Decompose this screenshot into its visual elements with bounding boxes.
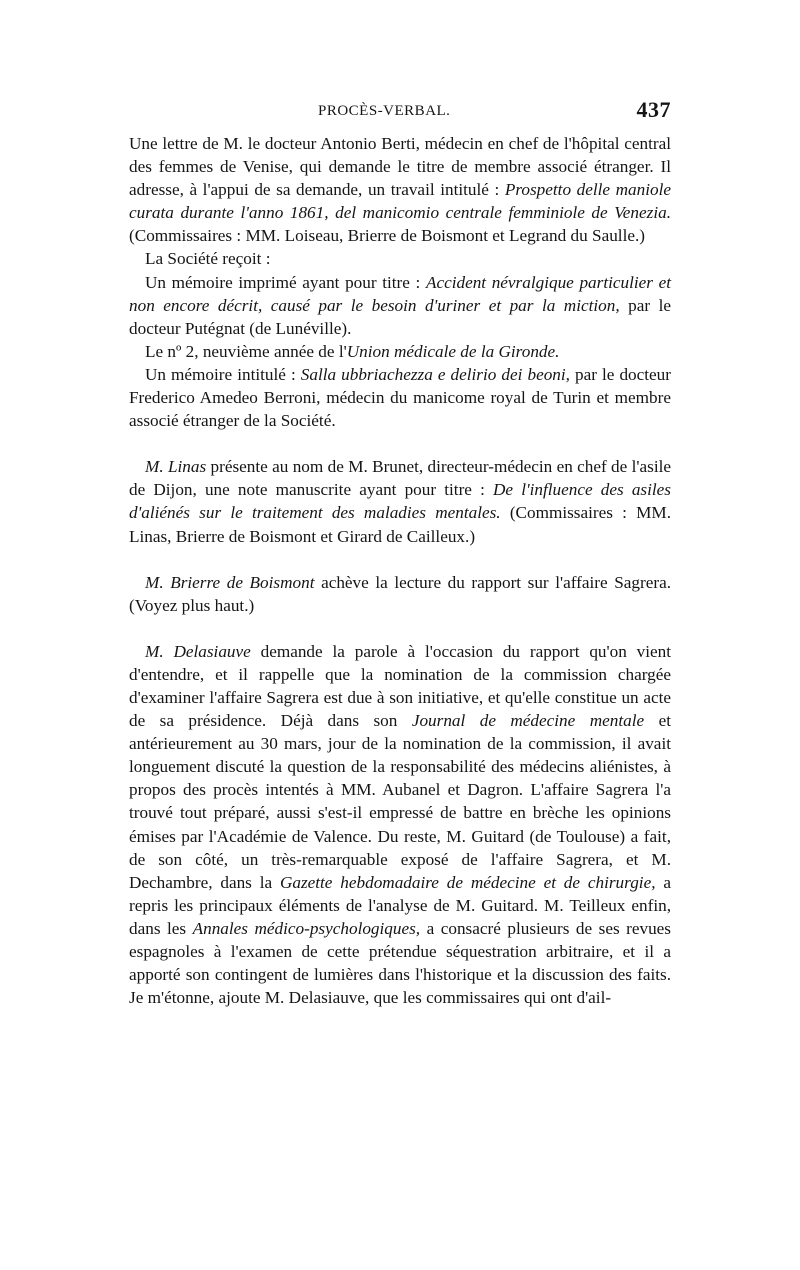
running-title: PROCÈS-VERBAL. [318,103,451,119]
speaker-name: M. Delasiauve [145,641,251,661]
paragraph-societe-recoit [129,247,671,270]
text-run: Un mémoire imprimé ayant pour titre : [145,272,426,292]
running-head [129,97,671,123]
book-page [129,97,671,1247]
paragraph-union-medicale [129,340,671,363]
text-run: Une lettre de M. le docteur Antonio Berti, médecin en chef de l'hôpital central des femmes de Venise, qui demande le titre de membre associé étranger. Il adresse, à l'appui de sa demande, un travail intitulé : [129,134,671,200]
text-run: par le docteur Frederico Amedeo Berroni, médecin du manicome royal de Turin et membre associé étranger de la Société. [129,364,671,431]
italic-title: De l'influence des asiles d'aliénés sur le traitement des maladies mentales. [129,480,671,523]
speaker-name: M. Linas [145,457,207,477]
speaker-name: M. Brierre de Boismont [145,572,315,592]
text-run: a consacré plusieurs de ses revues espagnoles à l'examen de cette prétendue séquestration arbitraire, et il a apporté son contingent de lumières dans l'historique et la discussion des faits. Je m'étonne, ajoute M. Delasiauve, que les commissaires qui ont d'ail- [129,918,671,1008]
text-run: et antérieurement au 30 mars, jour de la nomination de la commission, il avait longuement discuté la question de la responsabilité des médecins aliénistes, à propos des procès intentés à MM. Aubanel et Dagron. L'affaire Sagrera l'a trouvé tout préparé, aussi s'est-il empressé de battre en brèche les opinions émises par l'Académie de Valence. Du reste, M. Guitard (de Toulouse) a fait, de son côté, un très-remarquable exposé de l'affaire Sagrera, et M. Dechambre, dans la [129,711,671,892]
text-run: (Commissaires : MM. Linas, Brierre de Boismont et Girard de Cailleux.) [129,503,671,546]
page-number: 437 [636,97,671,122]
paragraph-berti-letter [129,132,671,247]
paragraph-linas [129,455,671,547]
paragraph-brierre-de-boismont [129,571,671,617]
italic-title: Journal de médecine mentale [411,711,645,731]
paragraph-berroni-memoire [129,363,671,432]
italic-title: Accident névralgique particulier et non encore décrit, causé par le besoin d'uriner et par la miction, [129,272,671,315]
text-run: Un mémoire intitulé : [145,364,301,384]
text-run: demande la parole à l'occasion du rapport qu'on vient d'entendre, et il rappelle que la nomination de la commission chargée d'examiner l'affaire Sagrera est due à son initiative, et qu'elle constitue un acte de sa présidence. Déjà dans son [129,641,671,731]
paragraph-putegnat-memoire [129,271,671,340]
italic-title: Salla ubbriachezza e delirio dei beoni, [300,364,570,384]
italic-title: Annales médico-psychologiques, [192,918,421,938]
italic-title: Union médicale de la Gironde. [346,341,560,361]
paragraph-delasiauve [129,640,671,1010]
text-run: La Société reçoit : [145,249,271,269]
text-run: Le nº 2, neuvième année de l' [145,341,347,361]
body-text [129,132,671,1009]
italic-title: Prospetto delle maniole curata durante l'anno 1861, del manicomio centrale femminiole de Venezia. [129,180,671,223]
text-run: présente au nom de M. Brunet, directeur-médecin en chef de l'asile de Dijon, une note manuscrite ayant pour titre : [129,457,671,500]
text-run: par le docteur Putégnat (de Lunéville). [129,295,671,338]
text-run: achève la lecture du rapport sur l'affaire Sagrera. (Voyez plus haut.) [129,572,671,615]
text-run: (Commissaires : MM. Loiseau, Brierre de Boismont et Legrand du Saulle.) [129,226,646,246]
italic-title: Gazette hebdomadaire de médecine et de chirurgie, [279,872,656,892]
text-run: a repris les principaux éléments de l'analyse de M. Guitard. M. Teilleux enfin, dans les [129,872,671,938]
